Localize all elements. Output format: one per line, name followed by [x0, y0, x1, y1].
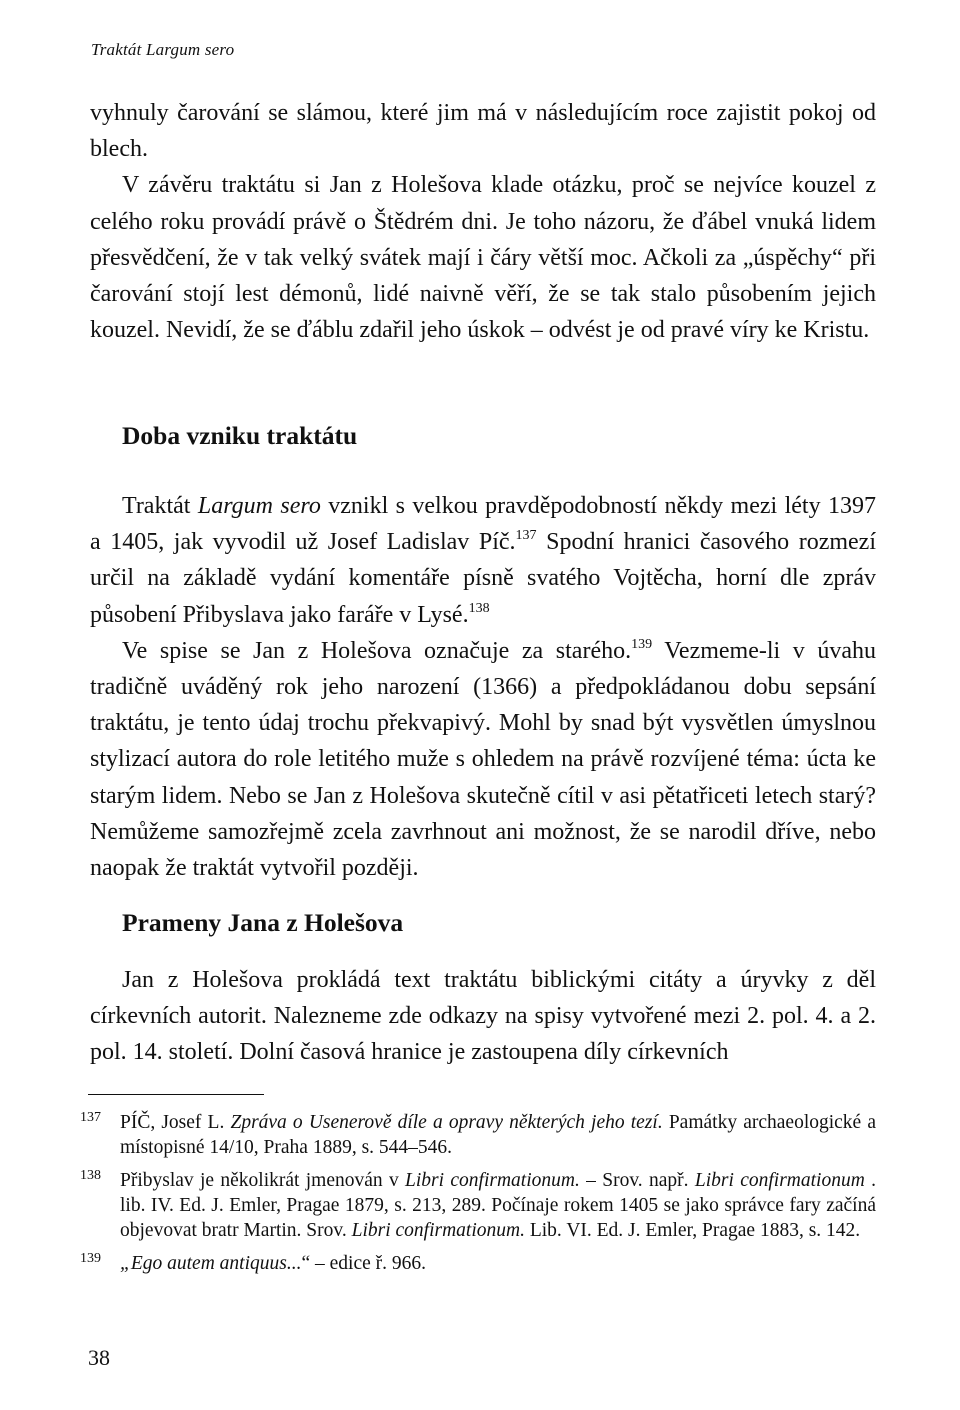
body-block-sources — [90, 962, 876, 1071]
body-block-dating — [90, 488, 876, 886]
footnote-number: 138 — [80, 1168, 101, 1183]
text-run: Přibyslav je několikrát jmenován v — [120, 1170, 406, 1191]
footnote-divider — [88, 1094, 264, 1095]
text-run: Ve spise se Jan z Holešova označuje za starého. — [122, 637, 632, 664]
footnote-number: 137 — [80, 1110, 101, 1125]
footnote-138 — [80, 1168, 876, 1243]
paragraph-conclusion: V závěru traktátu si Jan z Holešova klade otázku, proč se nejvíce kouzel z celého roku provádí právě o Štědrém dni. Je toho názoru, že ďábel vnuká lidem přesvědčení, že v tak velký svátek mají i čáry větší moc. Ačkoli za „úspěchy“ při čarování stojí lest démonů, lidé naivně věří, že se tak stalo působením jejich kouzel. Nevidí, že se ďáblu zdařil jeho úskok – odvést je od pravé víry ke Kristu. — [90, 172, 876, 344]
italic-quote: „Ego autem antiquus... — [120, 1253, 302, 1274]
text-run: Památky archaeologické a místopisné 14/10, Praha 1889, s. 544–546. — [120, 1112, 876, 1158]
text-run: PÍČ, Josef L. — [120, 1112, 231, 1133]
footnote-139 — [80, 1251, 876, 1276]
running-head: Traktát Largum sero — [91, 40, 235, 59]
italic-title: Libri confirmationum. — [351, 1220, 525, 1241]
footnote-ref-139[interactable]: 139 — [631, 636, 653, 652]
section-heading-dating: Doba vzniku traktátu — [122, 421, 358, 450]
text-run: “ – edice ř. 966. — [301, 1253, 427, 1274]
footnote-text — [120, 1168, 876, 1243]
italic-title: Libri confirmationum — [694, 1170, 865, 1191]
text-run: Traktát — [122, 493, 198, 519]
footnote-text — [120, 1110, 876, 1160]
footnotes — [80, 1110, 876, 1284]
paragraph-dating-2 — [90, 633, 876, 886]
section-heading-sources: Prameny Jana z Holešova — [122, 908, 404, 937]
paragraph-sources-1: Jan z Holešova prokládá text traktátu biblickými citáty a úryvky z děl církevních autorit. Nalezneme zde odkazy na spisy vytvořené mezi 2. pol. 4. a 2. pol. 14. století. Dolní časová hranice je zastoupena díly církevních — [90, 967, 876, 1066]
text-run: Vezmeme-li v úvahu tradičně uváděný rok jeho narození (1366) a předpokládanou dobu sepsání traktátu, je tento údaj trochu překvapivý. Mohl by snad být vysvětlen úmyslnou stylizací autora do role letitého muže s ohledem na právě rozvíjené téma: úcta ke starým lidem. Nebo se Jan z Holešova skutečně cítil v asi pětatřiceti letech starý? Nemůžeme samozřejmě zcela zavrhnout ani možnost, že se narodil dříve, nebo naopak že traktát vytvořil později. — [90, 637, 876, 882]
footnote-number: 139 — [80, 1251, 101, 1266]
paragraph-continued: vyhnuly čarování se slámou, které jim má v následujícím roce zajistit pokoj od blech. — [90, 100, 876, 163]
italic-title: Largum sero — [197, 493, 321, 519]
text-run: Lib. VI. Ed. J. Emler, Pragae 1883, s. 142. — [524, 1220, 861, 1241]
body-block-1 — [90, 95, 876, 348]
text-run: vznikl s velkou pravděpodobností někdy mezi léty 1397 a 1405, jak vyvodil už Josef Ladislav Píč. — [90, 493, 876, 556]
footnote-137 — [80, 1110, 876, 1160]
text-run: – Srov. např. — [579, 1170, 695, 1191]
text-run: Spodní hranici časového rozmezí určil na základě vydání komentáře písně svatého Vojtěcha, horní dle zpráv působení Přibyslava jako faráře v Lysé. — [90, 529, 877, 628]
footnote-ref-138[interactable]: 138 — [468, 600, 490, 616]
footnote-text — [120, 1251, 876, 1276]
italic-title: Zpráva o Usenerově díle a opravy některých jeho tezí. — [230, 1112, 663, 1133]
page-number: 38 — [88, 1345, 110, 1370]
footnote-ref-137[interactable]: 137 — [515, 528, 537, 544]
paragraph-dating-1 — [90, 488, 876, 633]
text-run: . lib. IV. Ed. J. Emler, Pragae 1879, s. 213, 289. Počínaje rokem 1405 se jako správce fary začíná objevovat bratr Martin. Srov. — [120, 1170, 876, 1241]
italic-title: Libri confirmationum. — [405, 1170, 580, 1191]
